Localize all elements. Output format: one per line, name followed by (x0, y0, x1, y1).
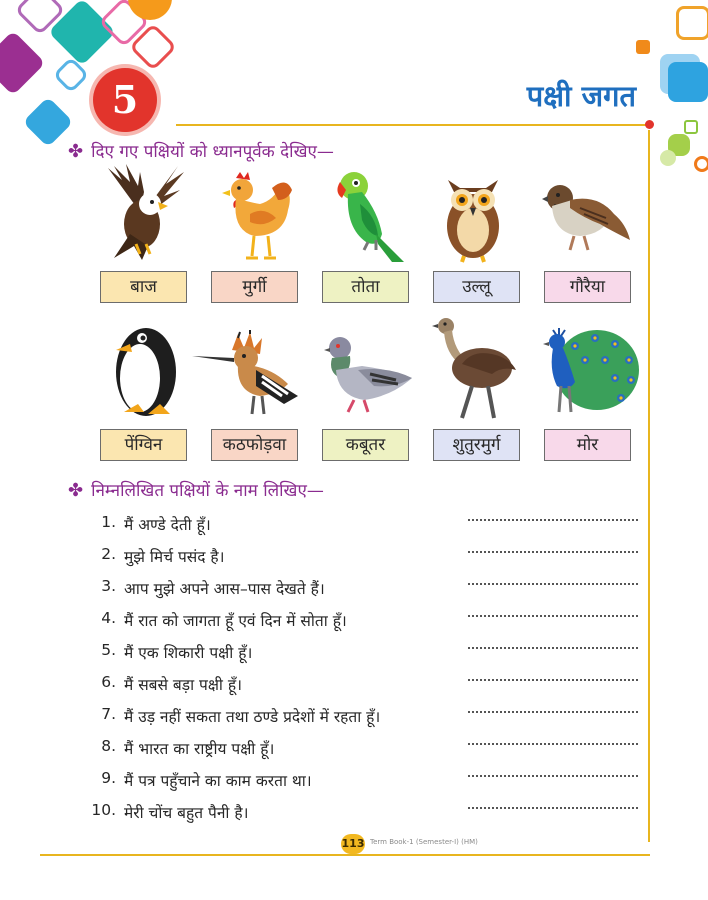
decor-square-blue (23, 97, 74, 148)
question-number: 2. (101, 545, 116, 563)
question-text: मुझे मिर्च पसंद है। (124, 548, 225, 566)
eagle-icon (100, 162, 186, 262)
header-gold-line (176, 124, 646, 126)
bird-label-woodpecker: कठफोड़वा (211, 429, 298, 461)
woodpecker-icon (192, 330, 302, 420)
section1-heading: ✤ दिए गए पक्षियों को ध्यानपूर्वक देखिए— (68, 141, 334, 162)
question-text: मैं अण्डे देती हूँ। (124, 516, 211, 534)
question-text: मैं सबसे बड़ा पक्षी हूँ। (124, 676, 242, 694)
question-number: 4. (101, 609, 116, 627)
question-row (82, 545, 642, 571)
question-number: 9. (101, 769, 116, 787)
bird-label-peacock: मोर (544, 429, 631, 461)
answer-blank[interactable] (468, 765, 638, 777)
chapter-number-badge: 5 (93, 68, 157, 132)
sparrow-icon (540, 178, 632, 258)
question-row (82, 737, 642, 763)
question-row (82, 641, 642, 667)
answer-blank[interactable] (468, 637, 638, 649)
section2-heading: ✤ निम्नलिखित पक्षियों के नाम लिखिए— (68, 480, 324, 501)
question-row (82, 673, 642, 699)
question-text: आप मुझे अपने आस–पास देखते हैं। (124, 580, 325, 598)
question-number: 10. (91, 801, 116, 819)
bird-label-ostrich: शुतुरमुर्ग (433, 429, 520, 461)
decor-square-lightgreen (660, 150, 676, 166)
bird-label-parrot: तोता (322, 271, 409, 303)
flower-bullet-icon: ✤ (68, 141, 84, 162)
answer-blank[interactable] (468, 509, 638, 521)
bird-label-eagle: बाज (100, 271, 187, 303)
decor-ring-orange (694, 156, 708, 172)
question-text: मेरी चोंच बहुत पैनी है। (124, 804, 249, 822)
bird-label-owl: उल्लू (433, 271, 520, 303)
question-number: 1. (101, 513, 116, 531)
peacock-icon (535, 326, 641, 418)
question-row (82, 513, 642, 539)
bird-label-penguin: पेंग्विन (100, 429, 187, 461)
question-text: मैं उड़ नहीं सकता तथा ठण्डे प्रदेशों में रहता हूँ। (124, 708, 381, 726)
decor-dot-orange (636, 40, 650, 54)
bird-label-sparrow: गौरैया (544, 271, 631, 303)
bird-label-hen: मुर्गी (211, 271, 298, 303)
question-text: मैं एक शिकारी पक्षी हूँ। (124, 644, 253, 662)
book-name: Term Book-1 (Semester-I) (HM) (370, 838, 478, 846)
question-number: 6. (101, 673, 116, 691)
flower-bullet-icon: ✤ (68, 480, 84, 501)
question-text: मैं रात को जागता हूँ एवं दिन में सोता हूँ। (124, 612, 347, 630)
right-gold-line (648, 130, 650, 842)
answer-blank[interactable] (468, 541, 638, 553)
question-row (82, 801, 642, 827)
question-number: 3. (101, 577, 116, 595)
answer-blank[interactable] (468, 797, 638, 809)
question-row (82, 769, 642, 795)
pigeon-icon (322, 330, 414, 418)
footer-gold-line (40, 854, 650, 856)
answer-blank[interactable] (468, 573, 638, 585)
question-row (82, 705, 642, 731)
answer-blank[interactable] (468, 701, 638, 713)
owl-icon (440, 170, 506, 265)
question-row (82, 577, 642, 603)
decor-square-outline-green (684, 120, 698, 134)
question-number: 7. (101, 705, 116, 723)
decor-square-blue-right (668, 62, 708, 102)
page-number-badge: 113 (341, 834, 365, 854)
page-title: पक्षी जगत (526, 79, 636, 113)
answer-blank[interactable] (468, 669, 638, 681)
penguin-icon (108, 314, 182, 420)
question-row (82, 609, 642, 635)
bird-label-pigeon: कबूतर (322, 429, 409, 461)
parrot-icon (332, 168, 408, 266)
question-number: 5. (101, 641, 116, 659)
question-text: मैं भारत का राष्ट्रीय पक्षी हूँ। (124, 740, 275, 758)
answer-blank[interactable] (468, 733, 638, 745)
hen-icon (214, 170, 298, 265)
answer-blank[interactable] (468, 605, 638, 617)
decor-square-purple (0, 30, 46, 95)
question-number: 8. (101, 737, 116, 755)
question-text: मैं पत्र पहुँचाने का काम करता था। (124, 772, 312, 790)
decor-square-outline-orange (676, 6, 708, 40)
header-line-dot (645, 120, 654, 129)
ostrich-icon (432, 314, 520, 420)
